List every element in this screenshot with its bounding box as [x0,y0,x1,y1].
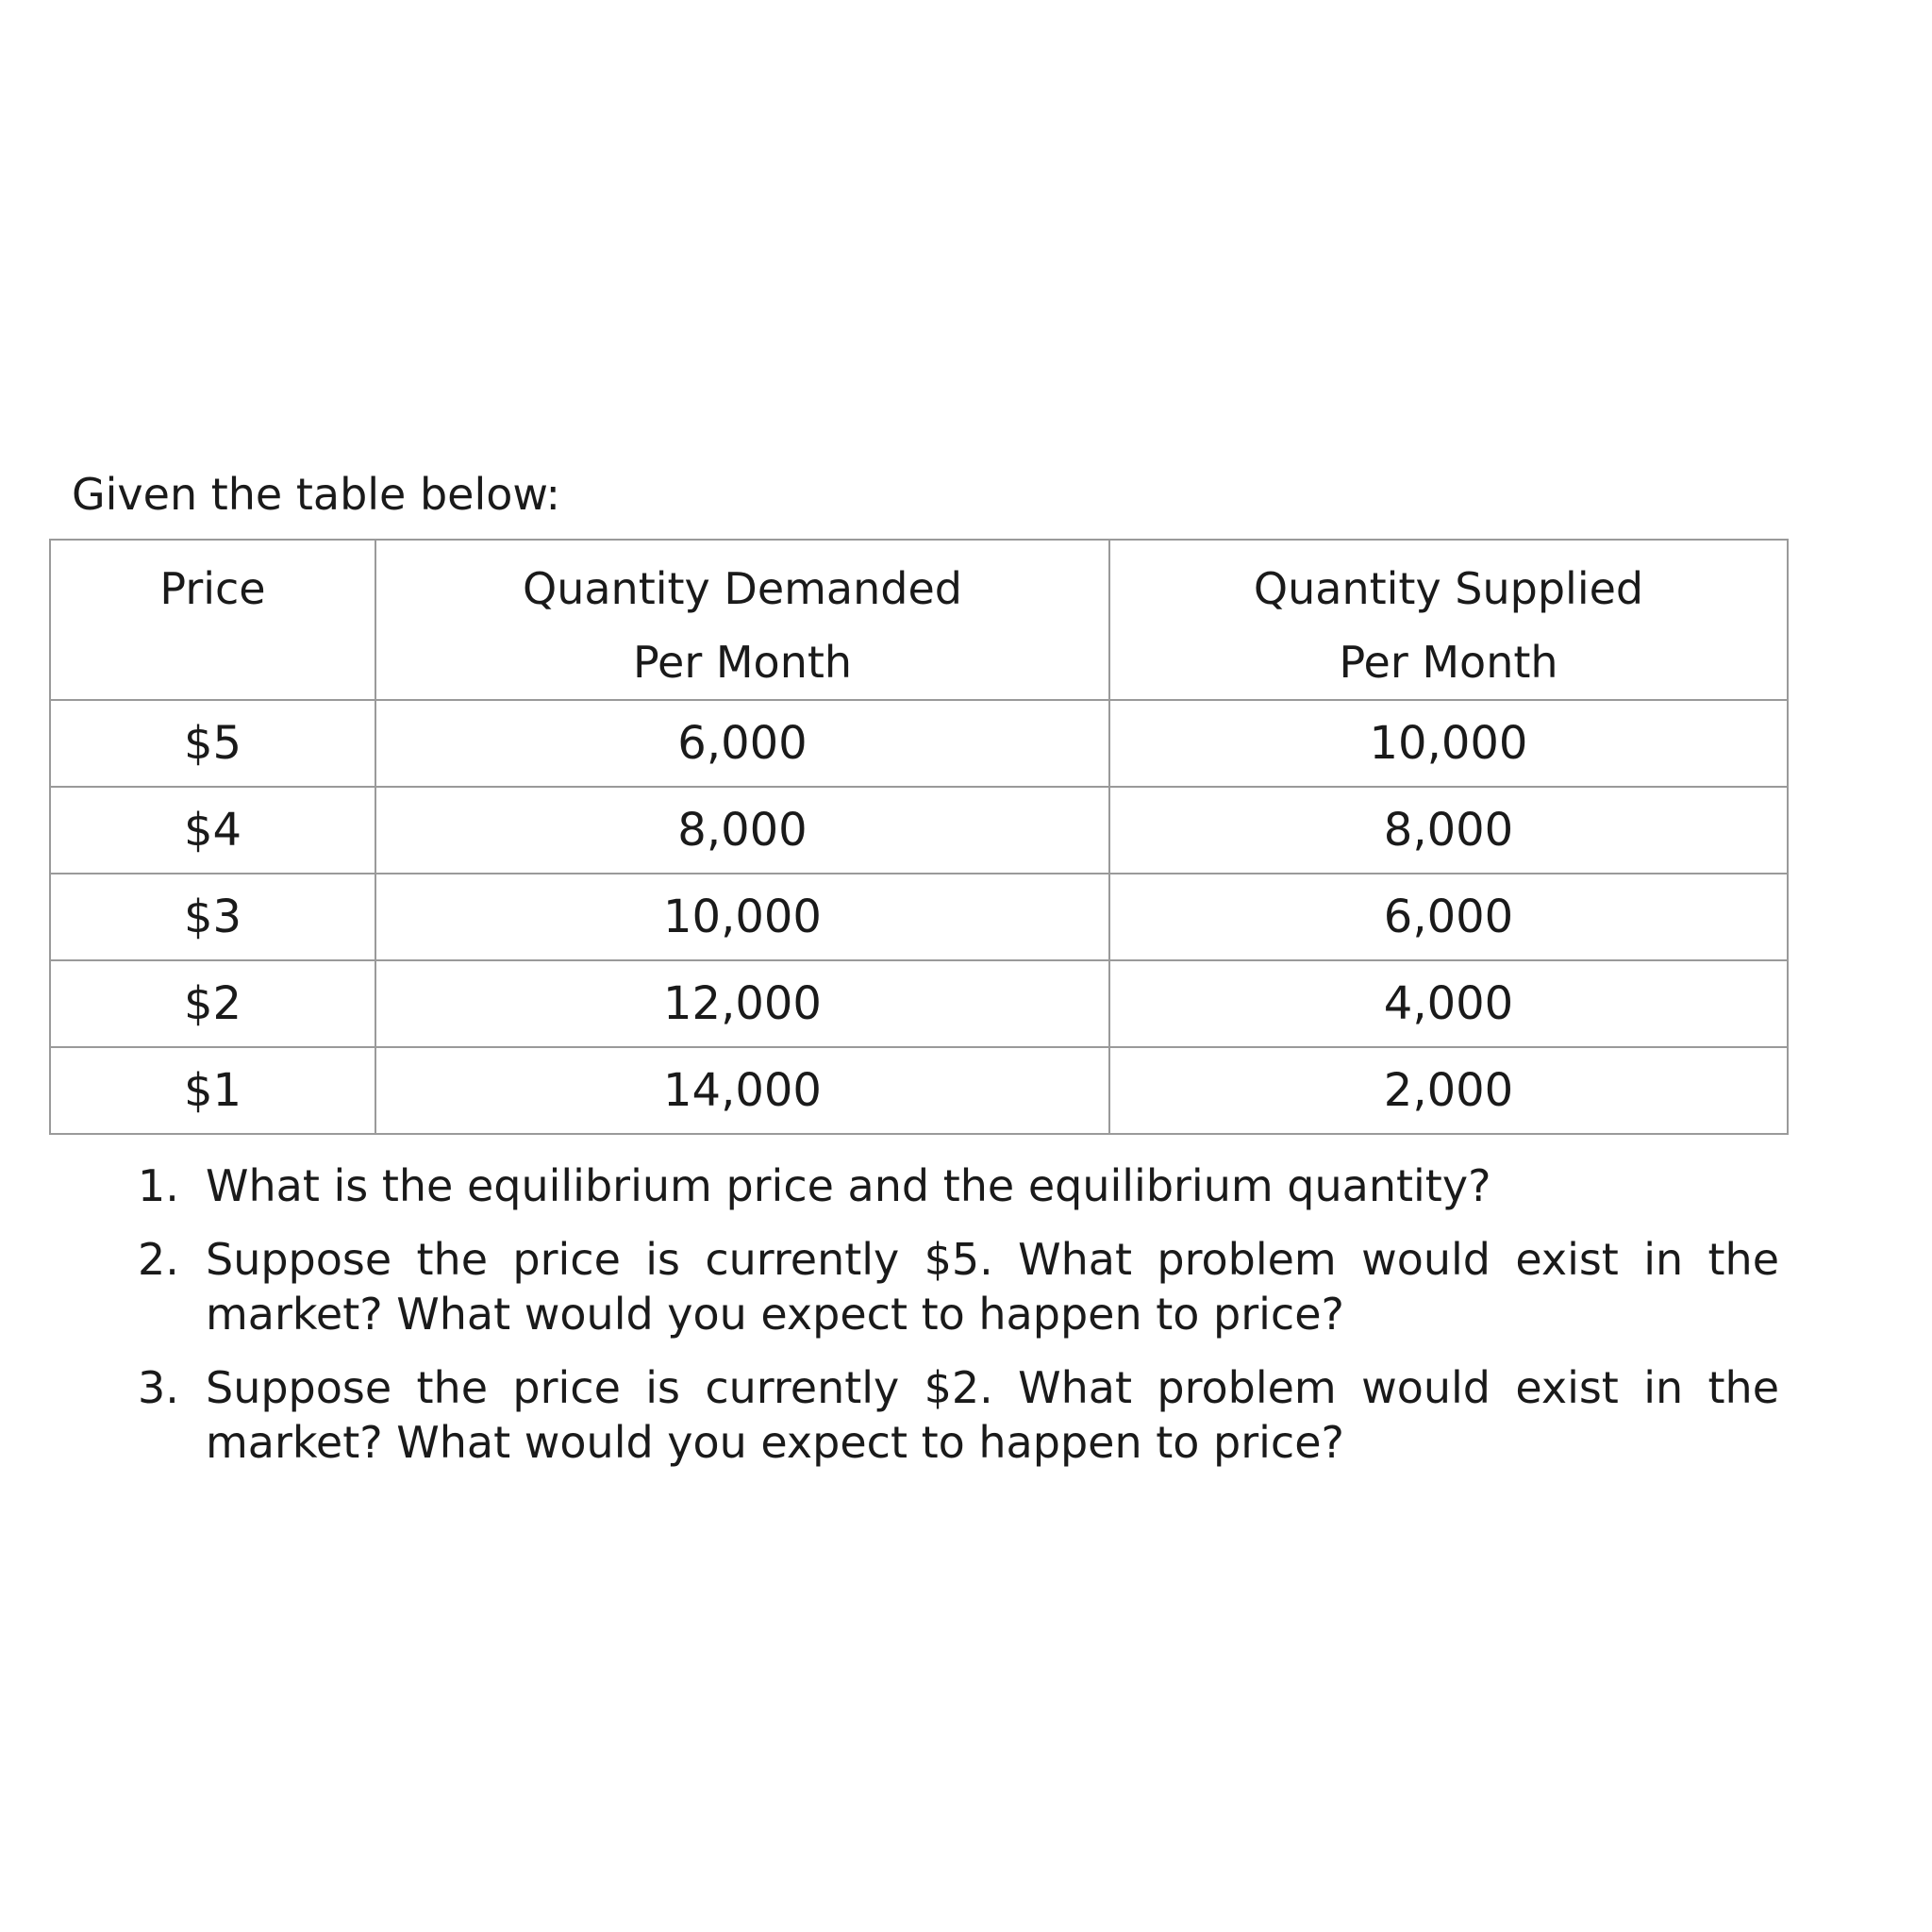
question-number: 2. [138,1234,179,1285]
header-price [50,540,375,700]
cell-supplied: 6,000 [1109,874,1788,960]
question-text: What is the equilibrium price and the equilibrium quantity? [206,1160,1491,1211]
cell-price: $4 [50,787,375,874]
cell-price: $5 [50,700,375,787]
intro-text: Given the table below: [72,469,560,520]
question-text: Suppose the price is currently $2. What problem would exist in the market? What would you expect to happen to price? [206,1362,1779,1468]
cell-supplied: 10,000 [1109,700,1788,787]
supply-demand-table [49,539,1789,1135]
cell-supplied: 8,000 [1109,787,1788,874]
table-row [50,1047,1788,1134]
cell-supplied: 2,000 [1109,1047,1788,1134]
cell-demanded: 8,000 [375,787,1109,874]
question-number: 1. [138,1160,179,1211]
cell-demanded: 10,000 [375,874,1109,960]
cell-supplied: 4,000 [1109,960,1788,1047]
header-quantity-supplied-line1: Quantity Supplied [1253,563,1644,614]
header-quantity-demanded-line1: Quantity Demanded [523,563,962,614]
header-quantity-demanded-line2: Per Month [632,637,853,688]
question-text: Suppose the price is currently $5. What problem would exist in the market? What would you expect to happen to price? [206,1234,1779,1340]
header-quantity-supplied-line2: Per Month [1339,637,1558,688]
table-row [50,874,1788,960]
header-quantity-demanded [375,540,1109,700]
question-number: 3. [138,1362,179,1413]
cell-demanded: 12,000 [375,960,1109,1047]
header-price-label: Price [159,563,266,614]
question-item [138,1360,1779,1470]
question-item [138,1232,1779,1341]
header-quantity-supplied [1109,540,1788,700]
cell-price: $3 [50,874,375,960]
question-list [138,1158,1779,1489]
question-item [138,1158,1779,1213]
table-row [50,700,1788,787]
cell-price: $1 [50,1047,375,1134]
table-header-row [50,540,1788,700]
cell-price: $2 [50,960,375,1047]
table-row [50,787,1788,874]
cell-demanded: 6,000 [375,700,1109,787]
table-row [50,960,1788,1047]
cell-demanded: 14,000 [375,1047,1109,1134]
